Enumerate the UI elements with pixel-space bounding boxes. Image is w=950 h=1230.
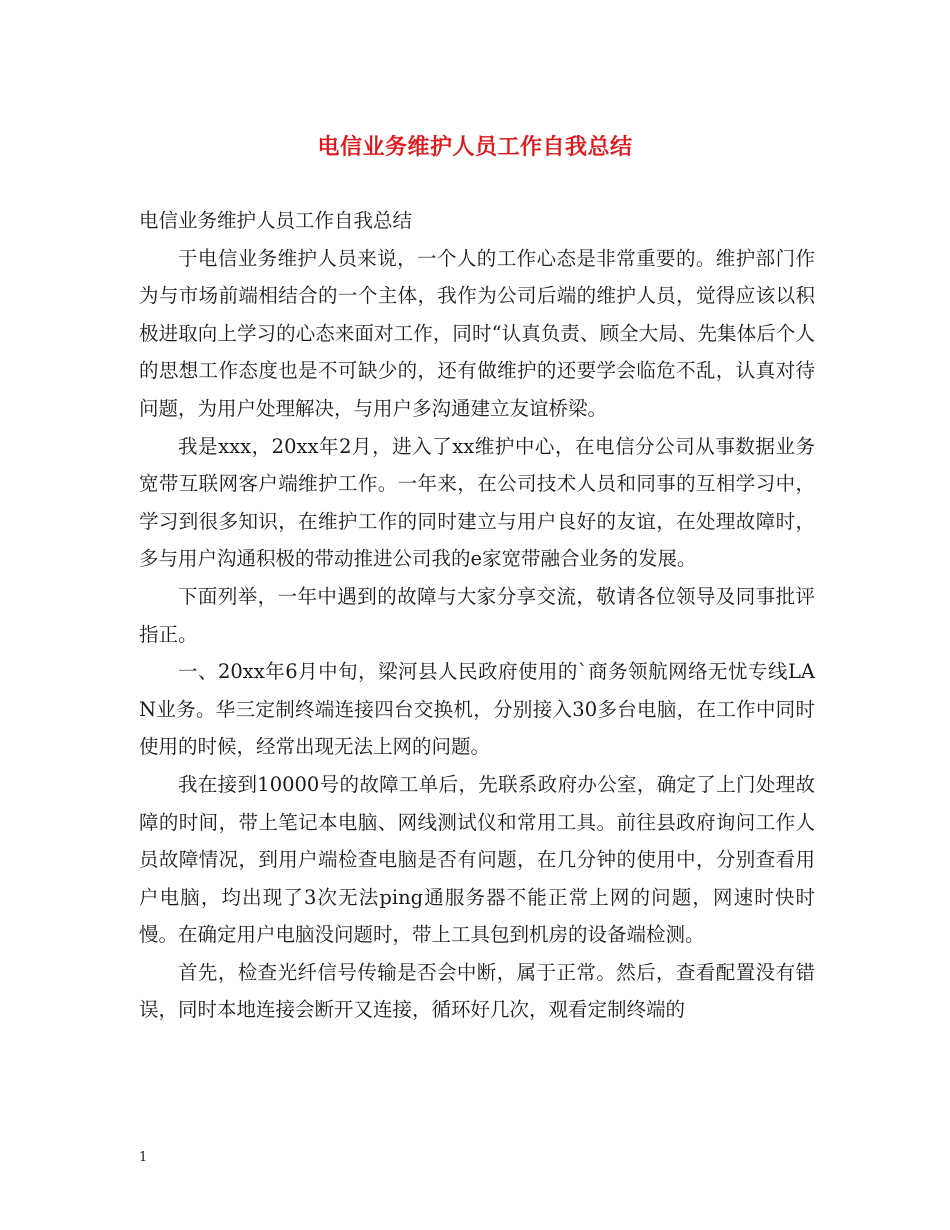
page-number: 1 <box>139 1150 148 1165</box>
paragraph-3: 下面列举，一年中遇到的故障与大家分享交流，敬请各位领导及同事批评指正。 <box>139 584 815 646</box>
paragraph-6: 首先，检查光纤信号传输是否会中断，属于正常。然后，查看配置没有错误，同时本地连接会断开又连接，循环好几次，观看定制终端的 <box>139 960 815 1022</box>
document-subtitle: 电信业务维护人员工作自我总结 <box>139 209 413 232</box>
paragraph-2: 我是xxx，20xx年2月，进入了xx维护中心，在电信分公司从事数据业务宽带互联网客户端维护工作。一年来，在公司技术人员和同事的互相学习中，学习到很多知识，在维护工作的同时建立与用户良好的友谊，在处理故障时，多与用户沟通积极的带动推进公司我的e家宽带融合业务的发展。 <box>139 434 815 571</box>
paragraph-1: 于电信业务维护人员来说，一个人的工作心态是非常重要的。维护部门作为与市场前端相结合的一个主体，我作为公司后端的维护人员，觉得应该以积极进取向上学习的心态来面对工作，同时“认真负责、顾全大局、先集体后个人的思想工作态度也是不可缺少的，还有做维护的还要学会临危不乱，认真对待问题，为用户处理解决，与用户多沟通建立友谊桥梁。 <box>139 246 815 420</box>
paragraph-4: 一、20xx年6月中旬，梁河县人民政府使用的`商务领航网络无忧专线LAN业务。华三定制终端连接四台交换机，分别接入30多台电脑，在工作中同时使用的时候，经常出现无法上网的问题。 <box>139 660 815 759</box>
paragraph-5: 我在接到10000号的故障工单后，先联系政府办公室，确定了上门处理故障的时间，带上笔记本电脑、网线测试仪和常用工具。前往县政府询问工作人员故障情况，到用户端检查电脑是否有问题，在几分钟的使用中，分别查看用户电脑，均出现了3次无法ping通服务器不能正常上网的问题，网速时快时慢。在确定用户电脑没问题时，带上工具包到机房的设备端检测。 <box>139 772 815 947</box>
document-body <box>139 202 815 1029</box>
document-title: 电信业务维护人员工作自我总结 <box>317 135 633 160</box>
